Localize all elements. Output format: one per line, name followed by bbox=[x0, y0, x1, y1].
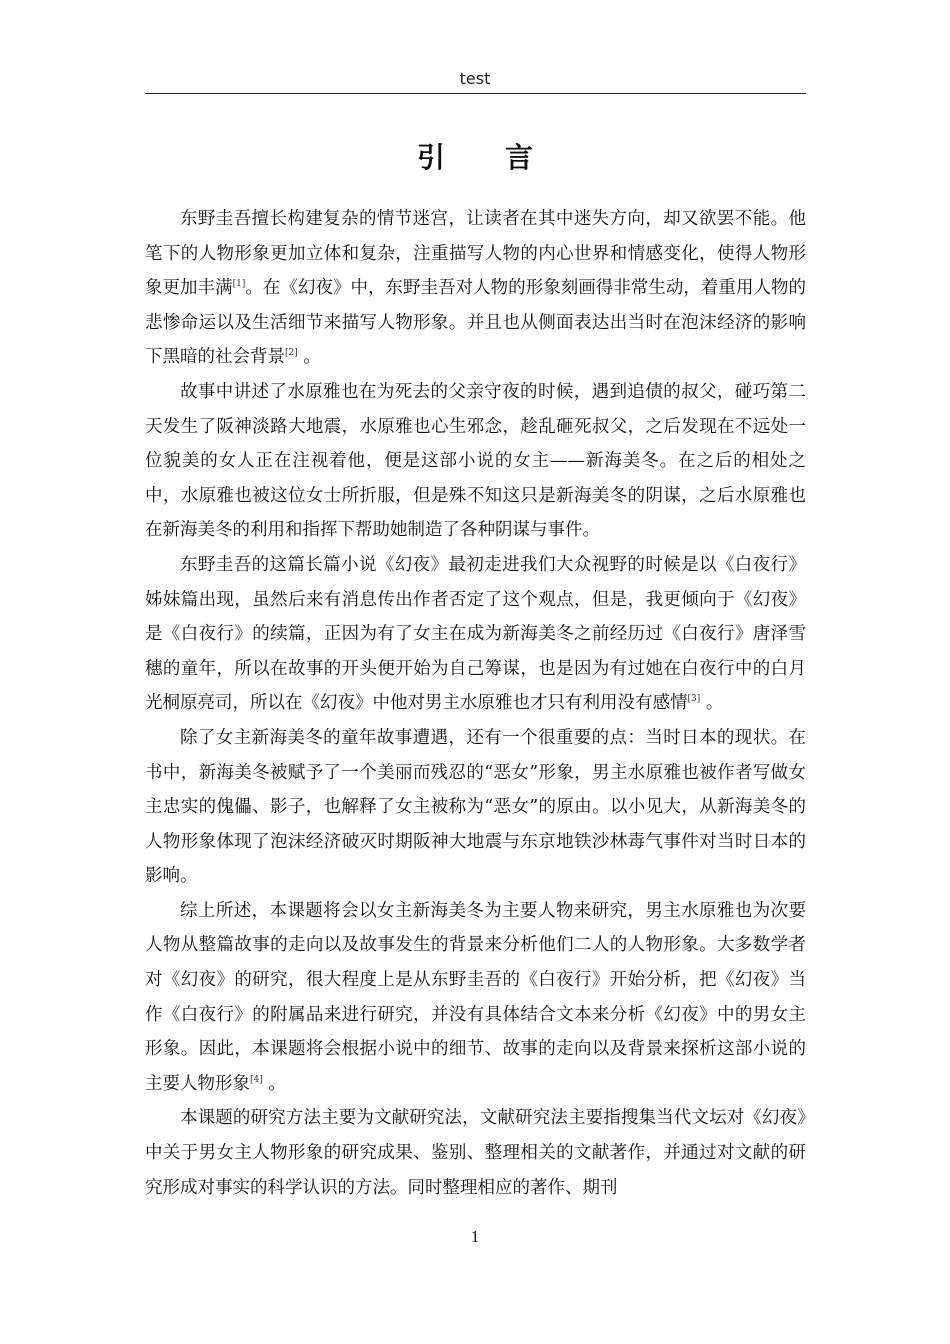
paragraph-text: 。 bbox=[297, 347, 321, 368]
citation-ref: [1] bbox=[232, 279, 246, 290]
paragraph-text: 东野圭吾的这篇长篇小说《幻夜》最初走进我们大众视野的时候是以《白夜行》姊妹篇出现，虽然后来有消息传出作者否定了这个观点，但是，我更倾向于《幻夜》是《白夜行》的续篇，正因为有了女主在成为新海美冬之前经历过《白夜行》唐泽雪穗的童年，所以在故事的开头便开始为自己筹谋，也是因为有过她在白夜行中的白月光桐原亮司，所以在《幻夜》中他对男主水原雅也才只有利用没有感情 bbox=[145, 554, 806, 714]
paragraph-text: 。 bbox=[700, 693, 724, 714]
header-rule bbox=[145, 93, 806, 94]
paragraph-text: 故事中讲述了水原雅也在为死去的父亲守夜的时候，遇到追债的叔父，碰巧第二天发生了阪神淡路大地震，水原雅也心生邪念，趁乱砸死叔父，之后发现在不远处一位貌美的女人正在注视着他，便是这部小说的女主——新海美冬。在之后的相处之中，水原雅也被这位女士所折服，但是殊不知这只是新海美冬的阴谋，之后水原雅也在新海美冬的利用和指挥下帮助她制造了各种阴谋与事件。 bbox=[145, 381, 806, 541]
paragraph-text: 本课题的研究方法主要为文献研究法，文献研究法主要指搜集当代文坛对《幻夜》中关于男女主人物形象的研究成果、鉴别、整理相关的文献著作，并通过对文献的研究形成对事实的科学认识的方法。同时整理相应的著作、期刊 bbox=[145, 1108, 806, 1198]
paragraph-text: 。在《幻夜》中，东野圭吾对人物的形象刻画得非常生动，着重用人物的悲惨命运以及生活细节来描写人物形象。并且也从侧面表达出当时在泡沫经济的影响下黑暗的社会背景 bbox=[145, 278, 807, 368]
body-text bbox=[145, 202, 806, 1205]
paragraph bbox=[145, 202, 806, 375]
paragraph bbox=[145, 375, 806, 548]
page-number: 1 bbox=[470, 1227, 480, 1246]
paragraph-text: 除了女主新海美冬的童年故事遭遇，还有一个很重要的点：当时日本的现状。在书中，新海美冬被赋予了一个美丽而残忍的“恶女”形象，男主水原雅也被作者写做女主忠实的傀儡、影子，也解释了女主被称为“恶女”的原由。以小见大，从新海美冬的人物形象体现了泡沫经济破灭时期阪神大地震与东京地铁沙林毒气事件对当时日本的影响。 bbox=[145, 727, 806, 887]
paragraph-text: 东野圭吾擅长构建复杂的情节迷宫，让读者在其中迷失方向，却又欲罢不能。他笔下的人物形象更加立体和复杂，注重描写人物的内心世界和情感变化，使得人物形象更加丰满 bbox=[145, 209, 806, 299]
running-header: test bbox=[459, 69, 491, 88]
paragraph bbox=[145, 1101, 806, 1205]
citation-ref: [3] bbox=[687, 694, 701, 705]
paragraph-text: 综上所述，本课题将会以女主新海美冬为主要人物来研究，男主水原雅也为次要人物从整篇故事的走向以及故事发生的背景来分析他们二人的人物形象。大多数学者对《幻夜》的研究，很大程度上是从东野圭吾的《白夜行》开始分析，把《幻夜》当作《白夜行》的附属品来进行研究，并没有具体结合文本来分析《幻夜》中的男女主形象。因此，本课题将会根据小说中的细节、故事的走向以及背景来探析这部小说的主要人物形象 bbox=[145, 900, 806, 1094]
citation-ref: [4] bbox=[250, 1075, 263, 1086]
paragraph bbox=[145, 548, 806, 721]
paragraph bbox=[145, 721, 806, 894]
citation-ref: [2] bbox=[285, 348, 298, 359]
paragraph-text: 。 bbox=[262, 1073, 286, 1094]
section-title: 引言 bbox=[416, 141, 593, 174]
paragraph bbox=[145, 894, 806, 1102]
